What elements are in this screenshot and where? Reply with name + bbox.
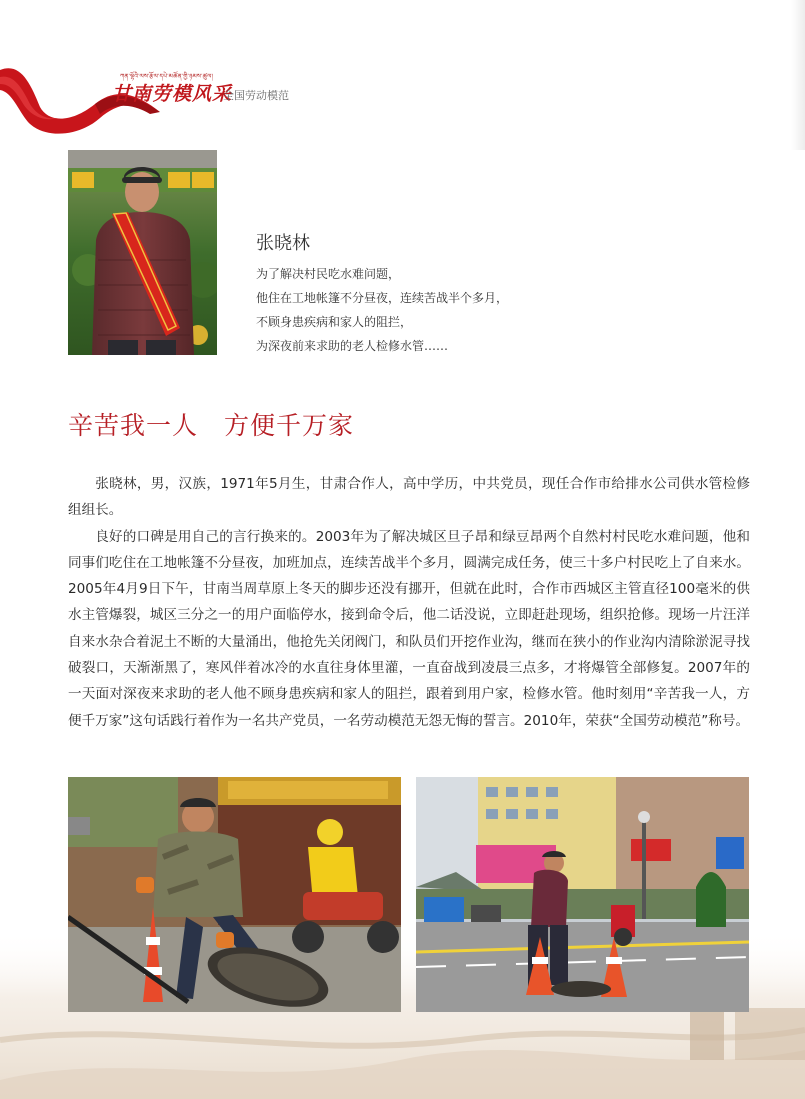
paragraph: 良好的口碑是用自己的言行换来的。2003年为了解决城区旦子昂和绿豆昂两个自然村村民吃水难问题，他和同事们吃住在工地帐篷不分昼夜，加班加点，连续苦战半个多月，圆满完成任务，使三十多户村民吃上了自来水。2005年4月9日下午，甘南当周草原上冬天的脚步还没有挪开，但就在此时，合作市西城区主管直径100毫米的供水主管爆裂，城区三分之一的用户面临停水，接到命令后，他二话没说，立即赶赴现场，组织抢修。现场一片汪洋自来水杂合着泥土不断的大量涌出，他抢先关闭阀门，和队员们开挖作业沟，继而在狭小的作业沟内清除淤泥寻找破裂口，天渐渐黑了，寒风伴着冰冷的水直往身体里灌，一直奋战到凌晨三点多，才将爆管全部修复。2007年的一天面对深夜来求助的老人他不顾身患疾病和家人的阻拦，跟着到用户家，检修水管。他时刻用“辛苦我一人，方便千万家”这句话践行着作为一名共产党员，一名劳动模范无怨无悔的誓言。2010年，荣获“全国劳动模范”称号。	[68, 528, 750, 729]
page-edge-shadow	[791, 0, 805, 150]
tibetan-subtitle: ཀན་ལྷོའི་ལས་རྩོལ་དཔེ་མཚོན་གྱི་ཉམས་ཚུལ།	[120, 73, 214, 80]
brand-title: 甘南劳模风采	[112, 83, 233, 105]
intro-line: 不顾身患疾病和家人的阻拦，	[256, 315, 413, 329]
intro-line: 为深夜前来求助的老人检修水管……	[256, 339, 449, 353]
intro-text	[256, 262, 508, 358]
article-body	[68, 471, 750, 734]
paragraph: 张晓林，男，汉族，1971年5月生，甘肃合作人，高中学历，中共党员，现任合作市给排水公司供水管检修组组长。	[68, 476, 750, 519]
article-headline: 辛苦我一人 方便千万家	[68, 411, 355, 440]
repair-photo-left	[68, 777, 401, 1012]
intro-line: 为了解决村民吃水难问题，	[256, 267, 401, 281]
intro-line: 他住在工地帐篷不分昼夜，连续苦战半个多月，	[256, 291, 509, 305]
person-name: 张晓林	[256, 233, 310, 254]
repair-photo-right	[416, 777, 749, 1012]
section-label: 全国劳动模范	[223, 89, 289, 102]
portrait-photo	[68, 150, 217, 355]
